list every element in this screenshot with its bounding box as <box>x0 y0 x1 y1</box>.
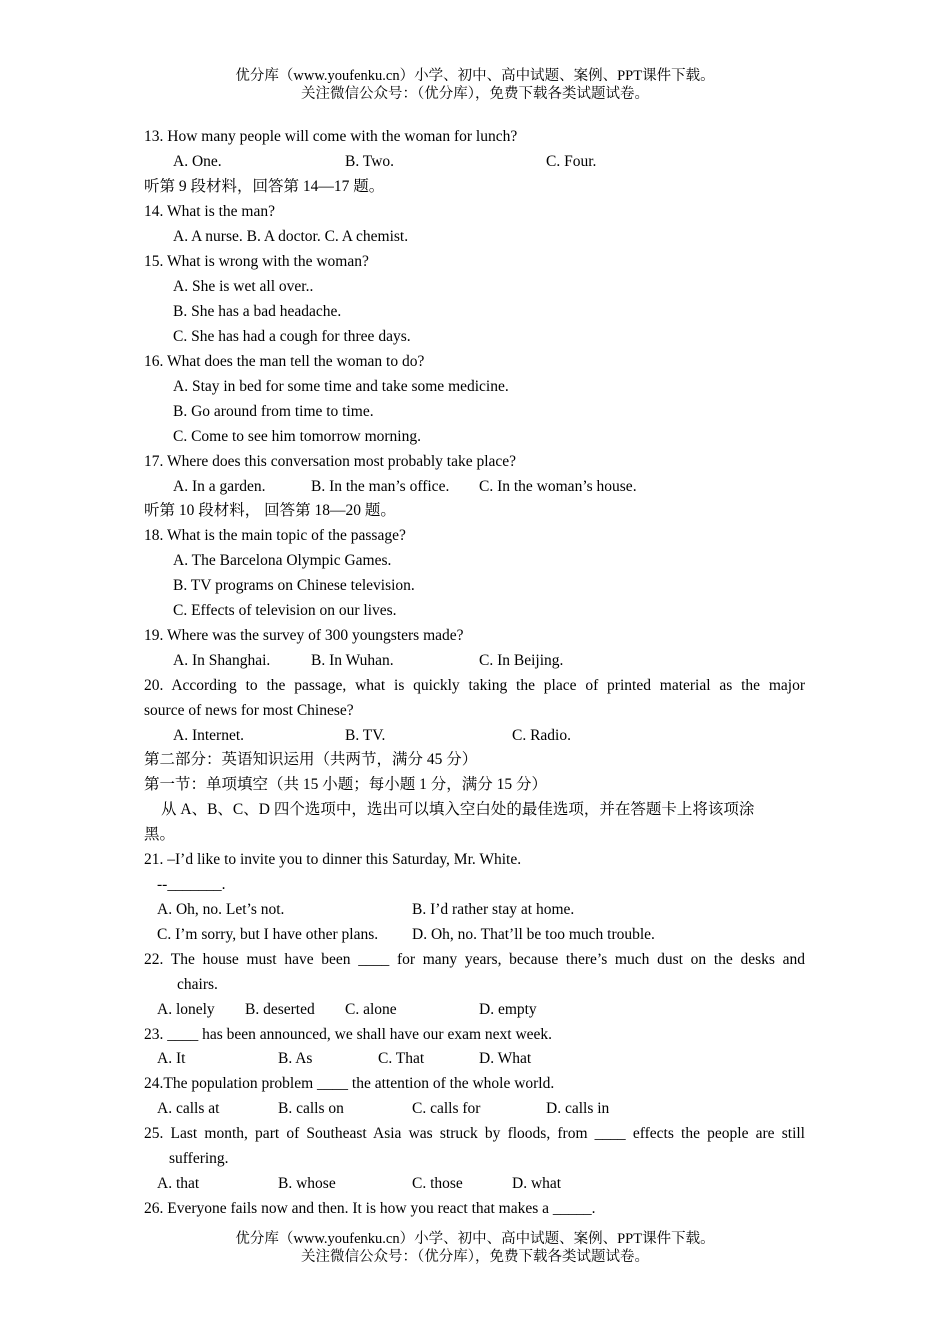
q17-option-a: A. In a garden. <box>173 478 266 495</box>
q22-option-b: B. deserted <box>245 1001 315 1018</box>
section-1-heading: 第一节：单项填空（共 15 小题；每小题 1 分，满分 15 分） <box>144 776 548 793</box>
q20-option-b: B. TV. <box>345 727 386 744</box>
q25-option-b: B. whose <box>278 1175 336 1192</box>
instructions-line-1: 从 A、B、C、D 四个选项中，选出可以填入空白处的最佳选项，并在答题卡上将该项涂 <box>161 801 755 818</box>
q22-option-c: C. alone <box>345 1001 397 1018</box>
q23-option-c: C. That <box>378 1050 425 1067</box>
q23-option-d: D. What <box>479 1050 532 1067</box>
q21-option-c: C. I’m sorry, but I have other plans. <box>157 926 379 943</box>
q16-option-b: B. Go around from time to time. <box>173 403 374 420</box>
q17-option-b: B. In the man’s office. <box>311 478 450 495</box>
q18-stem: 18. What is the main topic of the passage? <box>144 527 406 544</box>
q26-stem: 26. Everyone fails now and then. It is how you react that makes a _____. <box>144 1200 596 1217</box>
q23-option-b: B. As <box>278 1050 313 1067</box>
part-2-heading: 第二部分：英语知识运用（共两节，满分 45 分） <box>144 751 478 768</box>
header-line-2: 关注微信公众号：（优分库），免费下载各类试题试卷。 <box>301 86 649 102</box>
q19-option-b: B. In Wuhan. <box>311 652 394 669</box>
q13-option-a: A. One. <box>173 153 222 170</box>
section-9-heading: 听第 9 段材料，回答第 14—17 题。 <box>144 178 385 195</box>
q24-stem: 24.The population problem ____ the attention of the whole world. <box>144 1075 555 1092</box>
q21-option-a: A. Oh, no. Let’s not. <box>157 901 285 918</box>
q21-stem: 21. –I’d like to invite you to dinner this Saturday, Mr. White. <box>144 851 522 868</box>
q18-option-b: B. TV programs on Chinese television. <box>173 577 415 594</box>
page-footer <box>0 1230 950 1266</box>
q14-stem: 14. What is the man? <box>144 203 276 220</box>
q16-stem: 16. What does the man tell the woman to do? <box>144 353 425 370</box>
q24-option-c: C. calls for <box>412 1100 481 1117</box>
q16-option-a: A. Stay in bed for some time and take some medicine. <box>173 378 509 395</box>
q23-stem: 23. ____ has been announced, we shall have our exam next week. <box>144 1026 553 1043</box>
footer-line-1: 优分库（www.youfenku.cn）小学、初中、高中试题、案例、PPT课件下载。 <box>235 1231 715 1247</box>
instructions-line-2: 黑。 <box>144 826 176 843</box>
q15-option-c: C. She has had a cough for three days. <box>173 328 411 345</box>
q15-option-a: A. She is wet all over.. <box>173 278 314 295</box>
q25-stem-line-2: suffering. <box>169 1150 229 1167</box>
q25-option-c: C. those <box>412 1175 463 1192</box>
q17-option-c: C. In the woman’s house. <box>479 478 637 495</box>
q13-option-c: C. Four. <box>546 153 597 170</box>
q24-option-a: A. calls at <box>157 1100 220 1117</box>
q24-option-d: D. calls in <box>546 1100 610 1117</box>
q21-option-b: B. I’d rather stay at home. <box>412 901 575 918</box>
q13-option-b: B. Two. <box>345 153 395 170</box>
q17-stem: 17. Where does this conversation most probably take place? <box>144 453 517 470</box>
q13-stem: 13. How many people will come with the woman for lunch? <box>144 128 518 145</box>
page-header <box>0 67 950 103</box>
q25-option-d: D. what <box>512 1175 562 1192</box>
q18-option-a: A. The Barcelona Olympic Games. <box>173 552 392 569</box>
q21-reply: --_______. <box>157 876 226 893</box>
q19-option-a: A. In Shanghai. <box>173 652 271 669</box>
q19-stem: 19. Where was the survey of 300 youngsters made? <box>144 627 464 644</box>
q20-option-a: A. Internet. <box>173 727 245 744</box>
footer-line-2: 关注微信公众号：（优分库），免费下载各类试题试卷。 <box>301 1249 649 1265</box>
header-line-1: 优分库（www.youfenku.cn）小学、初中、高中试题、案例、PPT课件下载。 <box>235 68 715 84</box>
q25-option-a: A. that <box>157 1175 200 1192</box>
q20-stem-line-1: 20. According to the passage, what is quickly taking the place of printed material as the major <box>144 677 805 694</box>
q19-option-c: C. In Beijing. <box>479 652 564 669</box>
q15-stem: 15. What is wrong with the woman? <box>144 253 369 270</box>
q24-option-b: B. calls on <box>278 1100 344 1117</box>
q22-stem-line-2: chairs. <box>177 976 218 993</box>
q20-option-c: C. Radio. <box>512 727 571 744</box>
q20-stem-line-2: source of news for most Chinese? <box>144 702 354 719</box>
q21-option-d: D. Oh, no. That’ll be too much trouble. <box>412 926 655 943</box>
q25-stem-line-1: 25. Last month, part of Southeast Asia was struck by floods, from ____ effects the people are still <box>144 1125 805 1142</box>
q16-option-c: C. Come to see him tomorrow morning. <box>173 428 421 445</box>
q14-options: A. A nurse. B. A doctor. C. A chemist. <box>173 228 409 245</box>
q22-option-d: D. empty <box>479 1001 537 1018</box>
q15-option-b: B. She has a bad headache. <box>173 303 342 320</box>
q18-option-c: C. Effects of television on our lives. <box>173 602 397 619</box>
section-10-heading: 听第 10 段材料， 回答第 18—20 题。 <box>144 502 396 519</box>
q22-stem-line-1: 22. The house must have been ____ for many years, because there’s much dust on the desks and <box>144 951 805 968</box>
q23-option-a: A. It <box>157 1050 186 1067</box>
q22-option-a: A. lonely <box>157 1001 215 1018</box>
